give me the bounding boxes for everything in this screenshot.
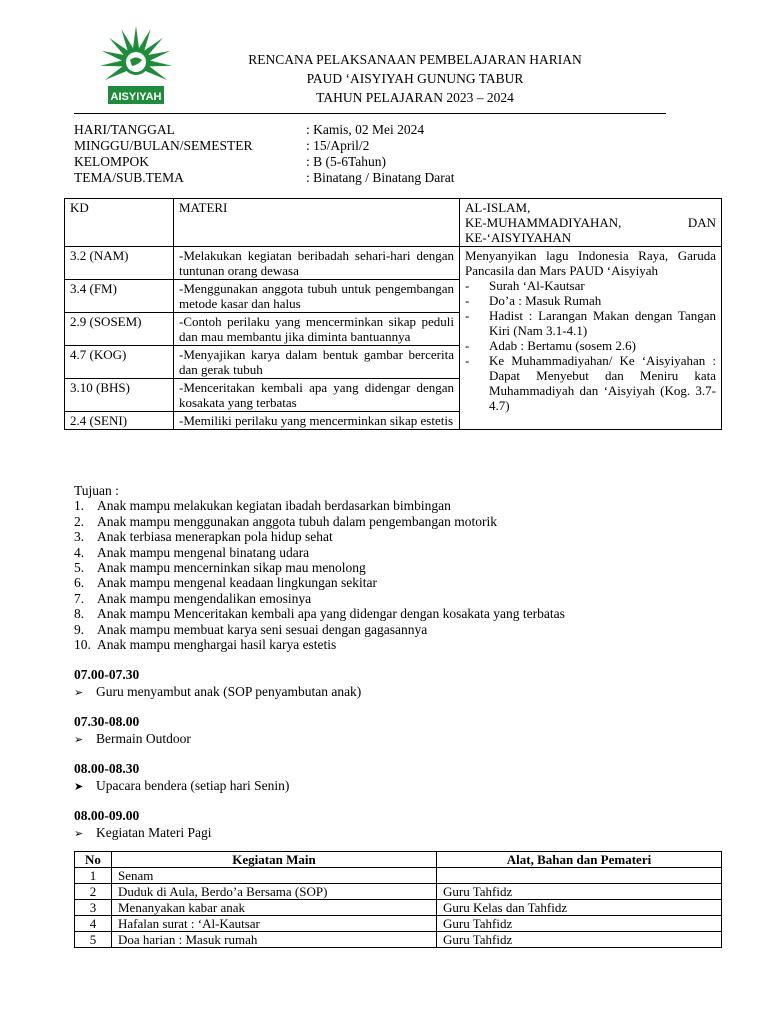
info-label: HARI/TANGGAL: [74, 122, 175, 137]
schedule-slot: [74, 713, 361, 748]
materi-cell: -Contoh perilaku yang mencerminkan sikap peduli dan mau membantu jika diminta bantuannya: [174, 313, 460, 346]
slot-item-text: Guru menyambut anak (SOP penyambutan anak): [96, 684, 362, 699]
info-row-group: [74, 154, 454, 170]
info-value: : B (5-6Tahun): [306, 154, 387, 169]
list-item-text: Anak mampu Menceritakan kembali apa yang didengar dengan kosakata yang terbatas: [97, 606, 565, 622]
arrow-bullet-icon: ➢: [74, 686, 84, 699]
header-year: TAHUN PELAJARAN 2023 – 2024: [316, 90, 514, 105]
info-block: [74, 122, 454, 186]
materi-cell: -Menggunakan anggota tubuh untuk pengembangan metode kasar dan halus: [174, 280, 460, 313]
tools-cell: Guru Tahfidz: [437, 932, 722, 948]
kd-table: [64, 198, 722, 430]
islam-intro: Menyanyikan lagu Indonesia Raya, Garuda Pancasila dan Mars PAUD ‘Aisyiyah: [465, 248, 716, 278]
list-item: - Do’a : Masuk Rumah: [465, 293, 602, 308]
tujuan-section: [74, 483, 565, 652]
list-number: 10.: [74, 637, 91, 653]
slot-item-text: Upacara bendera (setiap hari Senin): [96, 778, 290, 793]
tujuan-list: [74, 498, 565, 652]
kegiatan-cell: Menanyakan kabar anak: [112, 900, 437, 916]
kegiatan-header: Kegiatan Main: [112, 852, 437, 868]
slot-time: 08.00-09.00: [74, 808, 140, 823]
slot-item-text: Kegiatan Materi Pagi: [96, 825, 212, 840]
list-number: 2.: [74, 513, 85, 529]
row-number: 5: [75, 932, 112, 948]
kegiatan-cell: Hafalan surat : ‘Al-Kautsar: [112, 916, 437, 932]
islam-header: [460, 199, 722, 247]
slot-item: [74, 683, 361, 701]
list-item-text: Anak mampu menghargai hasil karya estetis: [97, 637, 337, 653]
list-item: [74, 606, 565, 621]
list-item: [74, 637, 565, 652]
activity-table: [74, 851, 722, 948]
list-number: 7.: [74, 590, 85, 606]
list-item: [74, 498, 565, 513]
table-row: [75, 868, 722, 884]
tujuan-title: Tujuan :: [74, 483, 119, 498]
list-item-text: Ke Muhammadiyahan/ Ke ‘Aisyiyahan : Dapat Menyebut dan Meniru kata Muhammadiyah dan ‘Aisyiyah (Kog. 3.7-4.7): [489, 353, 716, 413]
list-item-text: Surah ‘Al-Kautsar: [489, 278, 585, 293]
logo-text: AISYIYAH: [110, 91, 162, 103]
list-item-text: Hadist : Larangan Makan dengan Tangan Kiri (Nam 3.1-4.1): [489, 308, 716, 338]
slot-item: [74, 730, 361, 748]
list-item-text: Do’a : Masuk Rumah: [489, 293, 602, 308]
list-number: 1.: [74, 498, 85, 514]
list-item-text: Anak mampu mengendalikan emosinya: [97, 590, 312, 606]
list-item-text: Adab : Bertamu (sosem 2.6): [489, 338, 636, 353]
list-item: [74, 575, 565, 590]
list-item: - Surah ‘Al-Kautsar: [465, 278, 585, 293]
tools-cell: Guru Kelas dan Tahfidz: [437, 900, 722, 916]
kd-cell: 2.9 (SOSEM): [65, 313, 174, 346]
islam-header-word: KE-MUHAMMADIYAHAN,: [465, 215, 622, 230]
list-number: 8.: [74, 606, 85, 622]
materi-cell: -Menceritakan kembali apa yang didengar dengan kosakata yang terbatas: [174, 379, 460, 412]
kegiatan-cell: Doa harian : Masuk rumah: [112, 932, 437, 948]
list-item-text: Anak mampu mengenal keadaan lingkungan sekitar: [97, 575, 378, 591]
row-number: 4: [75, 916, 112, 932]
list-number: 4.: [74, 544, 85, 560]
list-number: 9.: [74, 621, 85, 637]
list-item: [74, 529, 565, 544]
aisyiyah-logo: [90, 24, 182, 110]
kd-table-header-row: [65, 199, 722, 247]
row-number: 1: [75, 868, 112, 884]
tools-cell: Guru Tahfidz: [437, 916, 722, 932]
materi-cell: -Melakukan kegiatan beribadah sehari-hari dengan tuntunan orang dewasa: [174, 247, 460, 280]
slot-item: [74, 777, 361, 795]
info-label: TEMA/SUB.TEMA: [74, 170, 184, 185]
list-item: - Ke Muhammadiyahan/ Ke ‘Aisyiyahan : Dapat Menyebut dan Meniru kata Muhammadiyah dan ‘Aisyiyah (Kog. 3.7-4.7): [465, 353, 716, 413]
kd-cell: 2.4 (SENI): [65, 412, 174, 430]
info-label: KELOMPOK: [74, 154, 150, 169]
no-header: No: [75, 852, 112, 868]
list-item: [74, 622, 565, 637]
slot-time: 07.00-07.30: [74, 667, 140, 682]
schedule-slot: [74, 807, 361, 842]
list-item-text: Anak mampu mencerninkan sikap mau menolong: [97, 560, 366, 576]
info-row-week: [74, 138, 454, 154]
list-item-text: Anak mampu menggunakan anggota tubuh dalam pengembangan motorik: [97, 513, 498, 529]
kegiatan-cell: Senam: [112, 868, 437, 884]
activity-table-header: [75, 852, 722, 868]
list-item-text: Anak mampu membuat karya seni sesuai dengan gagasannya: [97, 621, 428, 637]
table-row: [65, 247, 722, 280]
kd-cell: 3.4 (FM): [65, 280, 174, 313]
schedule-slot: [74, 760, 361, 795]
tools-header: Alat, Bahan dan Pemateri: [437, 852, 722, 868]
table-row: [75, 916, 722, 932]
header-school: PAUD ‘AISYIYAH GUNUNG TABUR: [306, 71, 524, 86]
schedule-slot: [74, 666, 361, 701]
islam-header-line: KE-‘AISYIYAHAN: [465, 230, 572, 245]
row-number: 3: [75, 900, 112, 916]
slot-time: 08.00-08.30: [74, 761, 140, 776]
islam-header-line: [465, 215, 716, 230]
list-number: 6.: [74, 575, 85, 591]
islam-list: [465, 278, 716, 413]
slot-item: [74, 824, 361, 842]
list-item: [74, 545, 565, 560]
table-row: [75, 900, 722, 916]
slot-time: 07.30-08.00: [74, 714, 140, 729]
list-item-text: Anak terbiasa menerapkan pola hidup sehat: [97, 529, 333, 545]
list-item: - Adab : Bertamu (sosem 2.6): [465, 338, 636, 353]
list-item: [74, 560, 565, 575]
arrow-bullet-icon: ➢: [74, 827, 84, 840]
slot-item-text: Bermain Outdoor: [96, 731, 191, 746]
header-title: RENCANA PELAKSANAAN PEMBELAJARAN HARIAN: [248, 52, 582, 67]
info-value: : Kamis, 02 Mei 2024: [306, 122, 425, 137]
list-number: 3.: [74, 529, 85, 545]
row-number: 2: [75, 884, 112, 900]
info-value: : Binatang / Binatang Darat: [306, 170, 455, 185]
kd-cell: 3.10 (BHS): [65, 379, 174, 412]
info-value: : 15/April/2: [306, 138, 370, 153]
kegiatan-cell: Duduk di Aula, Berdo’a Bersama (SOP): [112, 884, 437, 900]
document-header: [170, 50, 660, 107]
info-label: MINGGU/BULAN/SEMESTER: [74, 138, 253, 153]
islam-content-cell: [460, 247, 722, 430]
list-item-text: Anak mampu mengenal binatang udara: [97, 544, 310, 560]
header-divider: [74, 113, 666, 114]
list-item: [74, 591, 565, 606]
schedule-section: [74, 666, 361, 854]
list-item: [74, 514, 565, 529]
kd-header: KD: [65, 199, 174, 247]
arrow-bullet-icon: ➤: [74, 780, 84, 793]
list-item: - Hadist : Larangan Makan dengan Tangan Kiri (Nam 3.1-4.1): [465, 308, 716, 338]
arrow-bullet-icon: ➢: [74, 733, 84, 746]
table-row: [75, 884, 722, 900]
kd-cell: 3.2 (NAM): [65, 247, 174, 280]
islam-header-line: AL-ISLAM,: [465, 200, 531, 215]
materi-cell: -Memiliki perilaku yang mencerminkan sikap estetis: [174, 412, 460, 430]
kd-cell: 4.7 (KOG): [65, 346, 174, 379]
materi-header: MATERI: [174, 199, 460, 247]
list-number: 5.: [74, 560, 85, 576]
islam-header-word: DAN: [687, 215, 716, 230]
tools-cell: [437, 868, 722, 884]
info-row-date: [74, 122, 454, 138]
tools-cell: Guru Tahfidz: [437, 884, 722, 900]
table-row: [75, 932, 722, 948]
list-item-text: Anak mampu melakukan kegiatan ibadah berdasarkan bimbingan: [97, 498, 451, 514]
materi-cell: -Menyajikan karya dalam bentuk gambar bercerita dan gerak tubuh: [174, 346, 460, 379]
info-row-theme: [74, 170, 454, 186]
